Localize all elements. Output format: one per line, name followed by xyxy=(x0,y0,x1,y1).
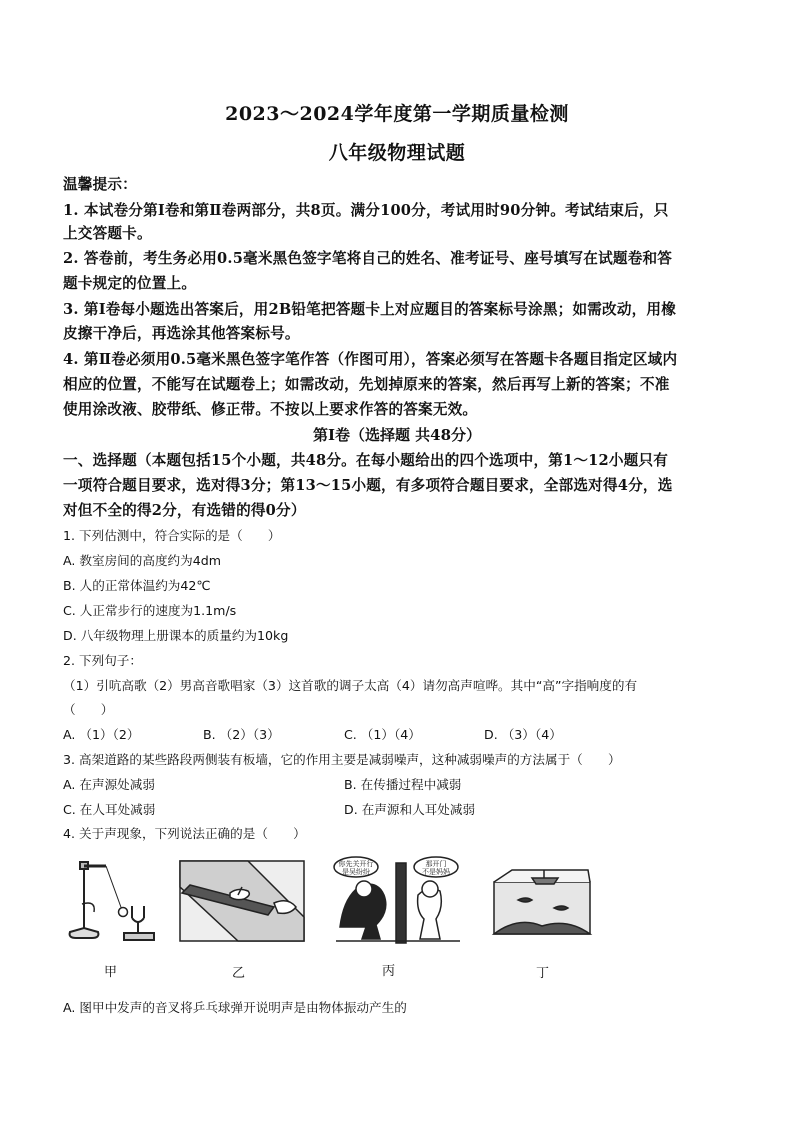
q2-option-b: B. （2）（3） xyxy=(203,727,280,742)
bubble-left-line-1: 你先关开行 xyxy=(338,860,374,868)
bubble-left-line-2: 是吴纷纷 xyxy=(342,868,370,876)
q2-option-c: C. （1）（4） xyxy=(344,727,421,742)
cartoon-figure xyxy=(332,855,462,945)
question-2-answer-blank: （ ） xyxy=(63,702,114,717)
note-line: 1. 本试卷分第Ⅰ卷和第Ⅱ卷两部分，共8页。满分100分，考试用时90分钟。考试结束后，只 xyxy=(63,202,669,219)
note-line: 4. 第Ⅱ卷必须用0.5毫米黑色签字笔作答（作图可用），答案必须写在答题卡各题目指定区域内 xyxy=(63,351,678,368)
note-line: 相应的位置，不能写在试题卷上；如需改动，先划掉原来的答案，然后再写上新的答案；不准 xyxy=(63,376,670,393)
figure-label-bing: 丙 xyxy=(382,964,396,979)
note-line: 上交答题卡。 xyxy=(63,225,152,242)
note-line: 皮擦干净后，再选涂其他答案标号。 xyxy=(63,325,300,342)
q2-option-d: D. （3）（4） xyxy=(484,727,562,742)
notes-heading: 温馨提示： xyxy=(63,176,137,193)
note-line: 2. 答卷前，考生务必用0.5毫米黑色签字笔将自己的姓名、准考证号、座号填写在试题卷和答 xyxy=(63,250,673,267)
section-title: 第Ⅰ卷（选择题 共48分） xyxy=(312,426,482,444)
figure-label-yi: 乙 xyxy=(232,966,246,981)
section-instruction: 对但不全的得2分，有选错的得0分） xyxy=(63,502,306,519)
question-1-stem: 1. 下列估测中，符合实际的是（ ） xyxy=(63,528,281,543)
q1-option-c: C. 人正常步行的速度为1.1m/s xyxy=(63,603,237,618)
question-4-stem: 4. 关于声现象，下列说法正确的是（ ） xyxy=(63,826,306,841)
section-instruction: 一、选择题（本题包括15个小题，共48分。在每小题给出的四个选项中，第1～12小题只有 xyxy=(63,452,669,469)
q3-option-c: C. 在人耳处减弱 xyxy=(63,802,156,817)
exam-title: 2023～2024学年度第一学期质量检测 xyxy=(225,103,569,125)
section-instruction: 一项符合题目要求，选对得3分；第13～15小题，有多项符合题目要求，全部选对得4分，选 xyxy=(63,477,673,494)
water-tank-figure xyxy=(488,856,596,944)
tuning-fork-figure xyxy=(62,854,162,946)
figure-label-ding: 丁 xyxy=(536,966,550,981)
exam-subtitle: 八年级物理试题 xyxy=(328,142,466,164)
figure-label-jia: 甲 xyxy=(104,965,118,980)
q4-option-a: A. 图甲中发声的音叉将乒乓球弹开说明声是由物体振动产生的 xyxy=(63,1000,407,1015)
bubble-right-line-1: 那开门 xyxy=(425,860,447,868)
q3-option-b: B. 在传播过程中减弱 xyxy=(344,777,462,792)
q1-option-a: A. 教室房间的高度约为4dm xyxy=(63,553,222,568)
question-3-stem: 3. 高架道路的某些路段两侧装有板墙，它的作用主要是减弱噪声，这种减弱噪声的方法属于（ ） xyxy=(63,752,621,767)
question-2-stem: 2. 下列句子： xyxy=(63,653,142,668)
bubble-right-line-2: 不是妈妈 xyxy=(422,868,450,876)
q3-option-a: A. 在声源处减弱 xyxy=(63,777,155,792)
note-line: 3. 第Ⅰ卷每小题选出答案后，用2B铅笔把答题卡上对应题目的答案标号涂黑；如需改动，用橡 xyxy=(63,301,676,318)
q1-option-b: B. 人的正常体温约为42℃ xyxy=(63,578,211,593)
q2-option-a: A. （1）（2） xyxy=(63,727,140,742)
question-2-line: （1）引吭高歌（2）男高音歌唱家（3）这首歌的调子太高（4）请勿高声喧哗。其中“高”字指响度的有 xyxy=(63,678,638,693)
note-line: 使用涂改液、胶带纸、修正带。不按以上要求作答的答案无效。 xyxy=(63,401,478,418)
ruler-figure xyxy=(178,857,308,945)
q1-option-d: D. 八年级物理上册课本的质量约为10kg xyxy=(63,628,289,643)
note-line: 题卡规定的位置上。 xyxy=(63,275,197,292)
q3-option-d: D. 在声源和人耳处减弱 xyxy=(344,802,476,817)
